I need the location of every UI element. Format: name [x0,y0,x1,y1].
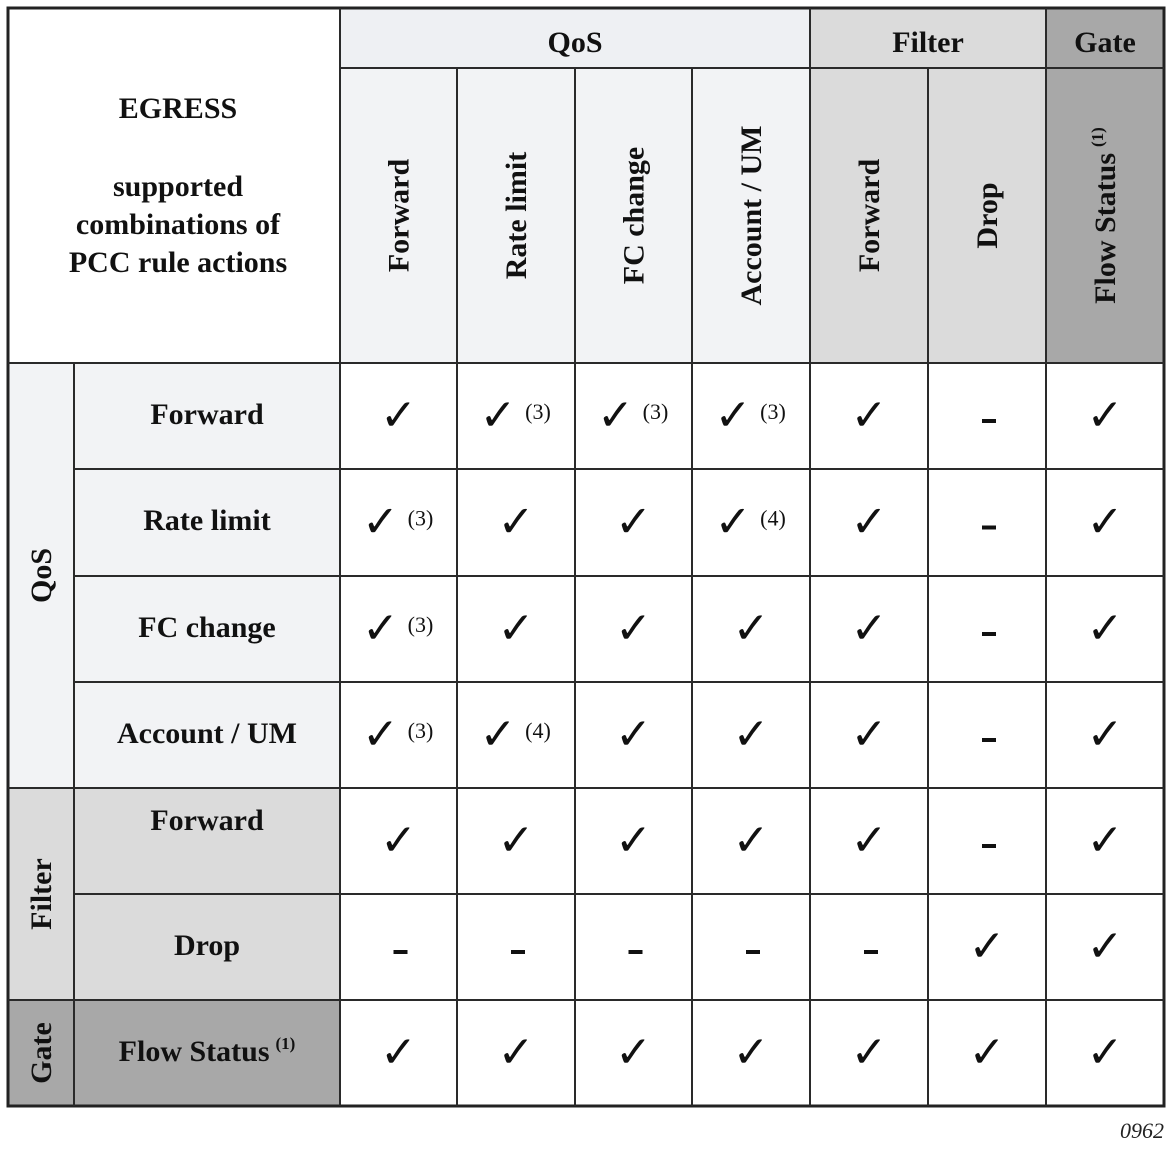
check-mark: ✓ [732,603,770,654]
check-mark: ✓ [850,815,888,866]
cell-note: (4) [525,718,551,743]
col-group-label: Filter [892,26,964,59]
cell-note: (3) [407,505,434,531]
column-header: Drop [971,182,1004,249]
column-header: FC change [617,146,651,285]
dash-mark [394,950,408,954]
row-group-label: Filter [25,858,58,930]
check-mark: ✓ [850,390,888,441]
dash-mark [982,844,996,848]
row-label: Drop [173,929,241,962]
check-mark: ✓ [497,815,535,866]
dash-mark [864,950,878,954]
check-mark: ✓ [732,709,770,760]
check-mark: ✓ [1086,1027,1124,1078]
check-mark: ✓ [615,815,652,866]
column-header: Forward [853,158,886,273]
column-header-note: (1) [1088,127,1107,147]
check-mark: ✓ [732,1027,770,1078]
dash-mark [746,950,760,954]
check-mark: ✓ [615,1027,652,1078]
row-group-label: QoS [25,547,58,604]
title-line: combinations of [75,208,281,241]
check-mark: ✓ [597,390,634,441]
check-mark: ✓ [362,709,399,760]
cell-note: (4) [760,505,786,531]
check-mark: ✓ [1086,603,1124,654]
check-mark: ✓ [968,921,1006,972]
row-label: Forward [150,398,264,431]
dash-mark [982,632,996,636]
cell-note: (3) [760,399,786,424]
column-header: Forward [382,158,416,273]
column-header: Flow Status$^{(1)}$ [1088,127,1122,304]
check-mark: ✓ [380,1027,417,1078]
check-mark: ✓ [1086,921,1124,972]
dash-mark [629,950,643,954]
check-mark: ✓ [714,496,752,548]
row-label: FC change [138,611,276,644]
dash-mark [982,738,996,742]
check-mark: ✓ [850,603,888,654]
check-mark: ✓ [362,603,399,654]
row-label: Flow Status $^{(1)}$ [118,1034,296,1068]
row-group-label: Gate [25,1022,58,1084]
check-mark: ✓ [1086,496,1124,548]
check-mark: ✓ [479,390,517,441]
check-mark: ✓ [850,1027,888,1078]
dash-mark [982,419,996,423]
column-header: Rate limit [500,151,533,280]
check-mark: ✓ [1086,815,1124,866]
check-mark: ✓ [479,709,517,760]
check-mark: ✓ [380,815,417,866]
title-line: EGRESS [118,92,238,125]
check-mark: ✓ [714,390,752,441]
title-line: PCC rule actions [68,246,288,279]
check-mark: ✓ [615,709,652,760]
check-mark: ✓ [850,496,888,548]
check-mark: ✓ [497,603,535,654]
cell-note: (3) [525,399,551,424]
dash-mark [511,950,525,954]
check-mark: ✓ [497,1027,535,1078]
cell-note: (3) [642,399,669,424]
check-mark: ✓ [615,496,652,548]
col-group-label: QoS [547,26,603,59]
check-mark: ✓ [615,603,652,654]
column-header: Account / UM [735,125,768,306]
check-mark: ✓ [850,709,888,760]
title-line: supported [112,170,244,203]
check-mark: ✓ [497,496,535,548]
dash-mark [982,526,996,530]
row-label: Forward [150,804,264,837]
cell-note: (3) [407,718,434,743]
row-label-note: (1) [275,1034,296,1053]
row-label: Rate limit [143,504,271,537]
check-mark: ✓ [362,496,399,548]
cell-note: (3) [407,612,434,637]
check-mark: ✓ [1086,709,1124,760]
check-mark: ✓ [968,1027,1006,1078]
check-mark: ✓ [380,390,417,441]
figure-id: 0962 [1120,1118,1164,1143]
check-mark: ✓ [1086,390,1124,441]
row-label: Account / UM [117,717,297,750]
check-mark: ✓ [732,815,770,866]
col-group-label: Gate [1074,26,1136,59]
